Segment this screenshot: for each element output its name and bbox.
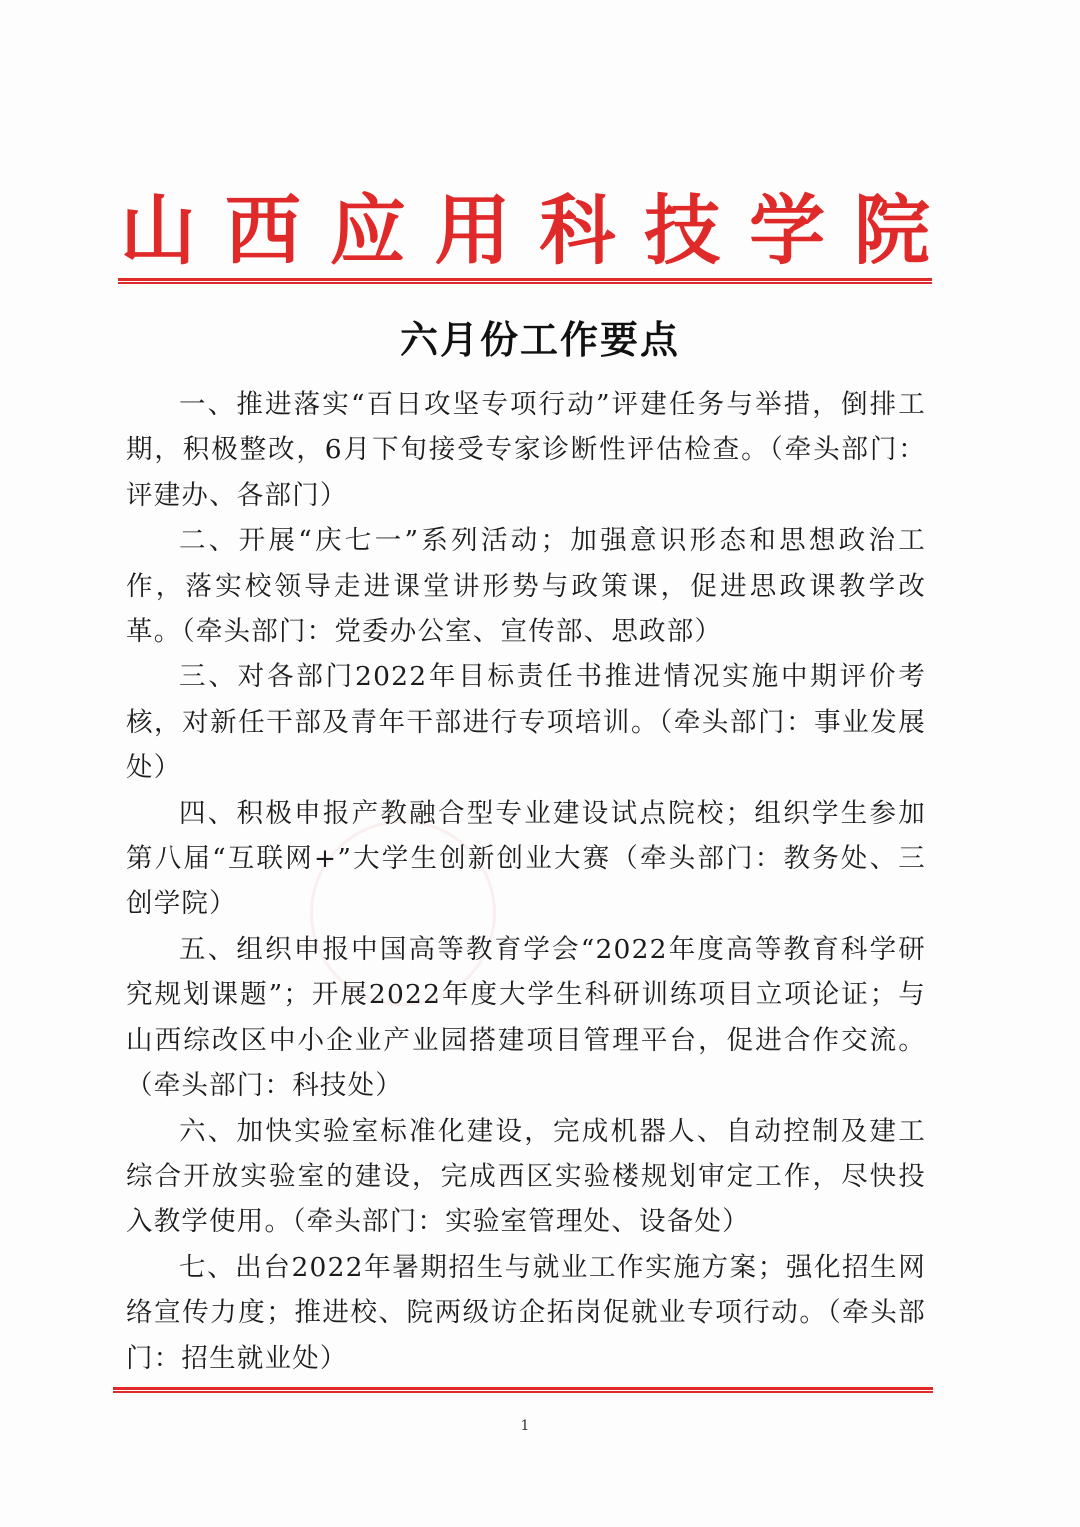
work-item-paragraph: 六、加快实验室标准化建设，完成机器人、自动控制及建工综合开放实验室的建设，完成西区实验楼规划审定工作，尽快投入教学使用。（牵头部门：实验室管理处、设备处） [126, 1115, 926, 1238]
masthead-char: 山 [120, 186, 196, 275]
footer-divider [113, 1387, 933, 1393]
work-item-paragraph: 七、出台2022年暑期招生与就业工作实施方案；强化招生网络宣传力度；推进校、院两级访企拓岗促就业专项行动。（牵头部门：招生就业处） [126, 1251, 926, 1374]
work-item-paragraph: 四、积极申报产教融合型专业建设试点院校；组织学生参加第八届“互联网+”大学生创新创业大赛（牵头部门：教务处、三创学院） [126, 797, 926, 920]
divider-thin-line [113, 1391, 933, 1393]
work-item-paragraph: 五、组织申报中国高等教育学会“2022年度高等教育科学研究规划课题”；开展2022年度大学生科研训练项目立项论证；与山西综改区中小企业产业园搭建项目管理平台，促进合作交流。（牵头部门：科技处） [126, 933, 926, 1102]
masthead-char: 学 [749, 186, 826, 275]
work-item-paragraph: 一、推进落实“百日攻坚专项行动”评建任务与举措，倒排工期，积极整改，6月下旬接受专家诊断性评估检查。（牵头部门：评建办、各部门） [126, 389, 926, 511]
page-number: 1 [520, 1418, 530, 1434]
masthead-char: 科 [539, 186, 616, 275]
masthead-char: 院 [853, 186, 930, 275]
masthead-char: 技 [644, 186, 721, 275]
divider-thin-line [118, 282, 932, 284]
work-item-paragraph: 二、开展“庆七一”系列活动；加强意识形态和思想政治工作，落实校领导走进课堂讲形势与政策课，促进思政课教学改革。（牵头部门：党委办公室、宣传部、思政部） [126, 525, 926, 648]
masthead-char: 应 [329, 186, 406, 275]
masthead-char: 西 [224, 186, 301, 275]
masthead-institution-name [120, 186, 930, 276]
document-title: 六月份工作要点 [399, 318, 680, 362]
masthead-divider [118, 278, 932, 284]
masthead-char: 用 [434, 186, 511, 275]
document-body [126, 382, 926, 1381]
work-item-paragraph: 三、对各部门2022年目标责任书推进情况实施中期评价考核，对新任干部及青年干部进行专项培训。（牵头部门：事业发展处） [126, 661, 926, 784]
